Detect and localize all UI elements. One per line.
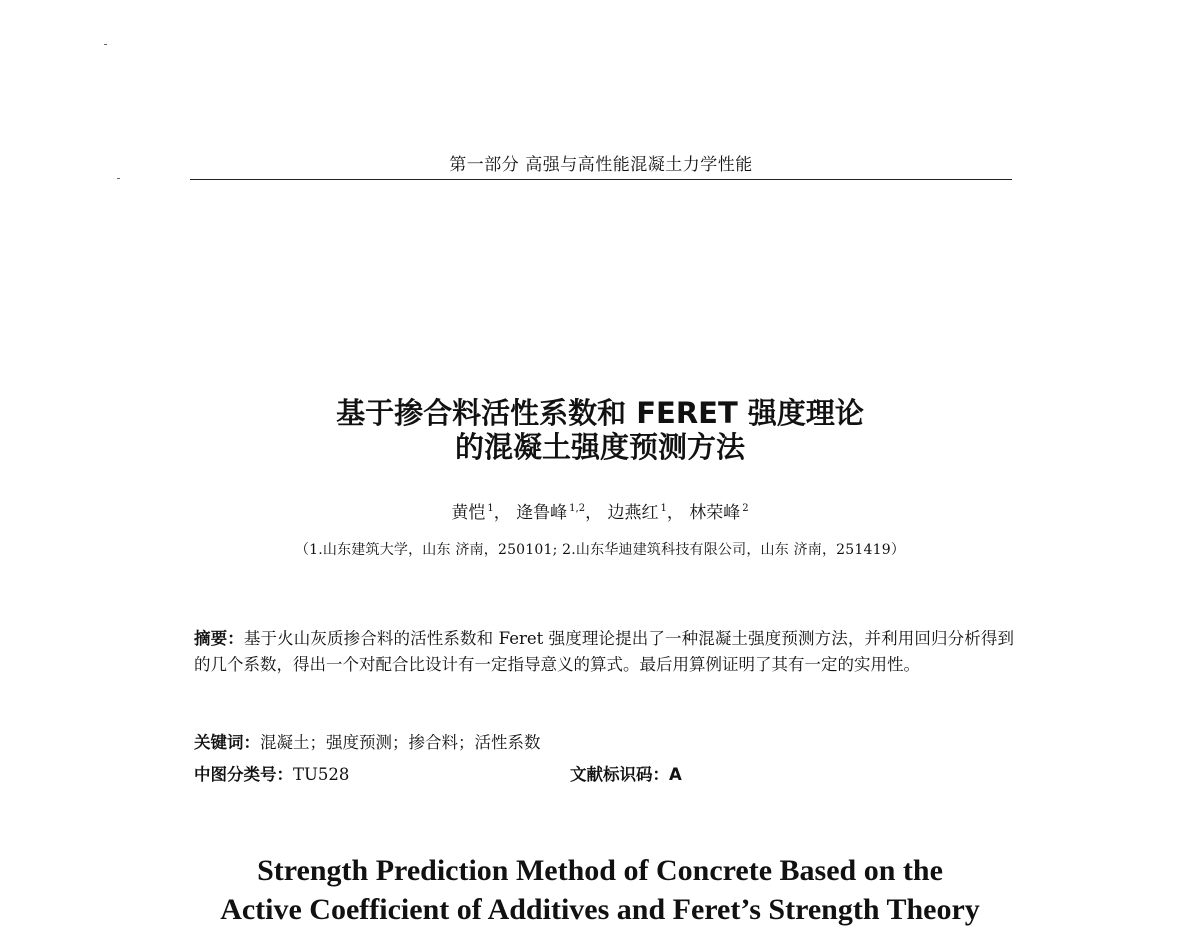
abstract — [194, 626, 1014, 678]
scan-speck — [117, 178, 120, 179]
document-code — [570, 761, 682, 785]
author-affiliation-mark: 2 — [742, 503, 749, 514]
abstract-text: 基于火山灰质掺合料的活性系数和 Feret 强度理论提出了一种混凝土强度预测方法，并利用回归分析得到的几个系数，得出一个对配合比设计有一定指导意义的算式。最后用算例证明了其有一定的实用性。 — [194, 629, 1015, 674]
document-code-label: 文献标识码： — [570, 765, 669, 784]
classification-value: TU528 — [293, 765, 350, 784]
author-separator: ， — [493, 503, 511, 523]
header-rule — [190, 179, 1012, 180]
document-code-value: A — [669, 765, 682, 784]
paper-title-line-2: 的混凝土强度预测方法 — [454, 430, 745, 464]
author-affiliation-mark: 1 — [660, 503, 667, 514]
paper-title-line-1: 基于掺合料活性系数和 FERET 强度理论 — [336, 396, 864, 430]
english-title-line-1: Strength Prediction Method of Concrete Based on the — [257, 854, 943, 887]
author-name: 林荣峰 — [689, 503, 741, 523]
author-name: 黄恺 — [451, 503, 486, 523]
keywords-text: 混凝土；强度预测；掺合料；活性系数 — [260, 733, 541, 752]
author-affiliation-mark: 1 — [487, 503, 494, 514]
author-separator: ， — [666, 503, 684, 523]
scan-speck — [104, 44, 107, 45]
english-title-line-2: Active Coefficient of Additives and Feret’s Strength Theory — [220, 893, 980, 926]
keywords-label: 关键词： — [194, 733, 260, 752]
author-separator: ， — [585, 503, 603, 523]
running-header: 第一部分 高强与高性能混凝土力学性能 — [449, 155, 753, 175]
author-list — [0, 498, 1200, 523]
affiliations: （1.山东建筑大学，山东 济南，250101; 2.山东华迪建筑科技有限公司，山东 济南，251419） — [294, 542, 906, 558]
classification-number — [194, 761, 349, 785]
author-name: 边燕红 — [607, 503, 659, 523]
author-name: 逄鲁峰 — [516, 503, 568, 523]
keywords — [194, 729, 541, 753]
author-affiliation-mark: 1,2 — [569, 503, 586, 514]
classification-label: 中图分类号： — [194, 765, 293, 784]
abstract-label: 摘要： — [194, 629, 244, 648]
